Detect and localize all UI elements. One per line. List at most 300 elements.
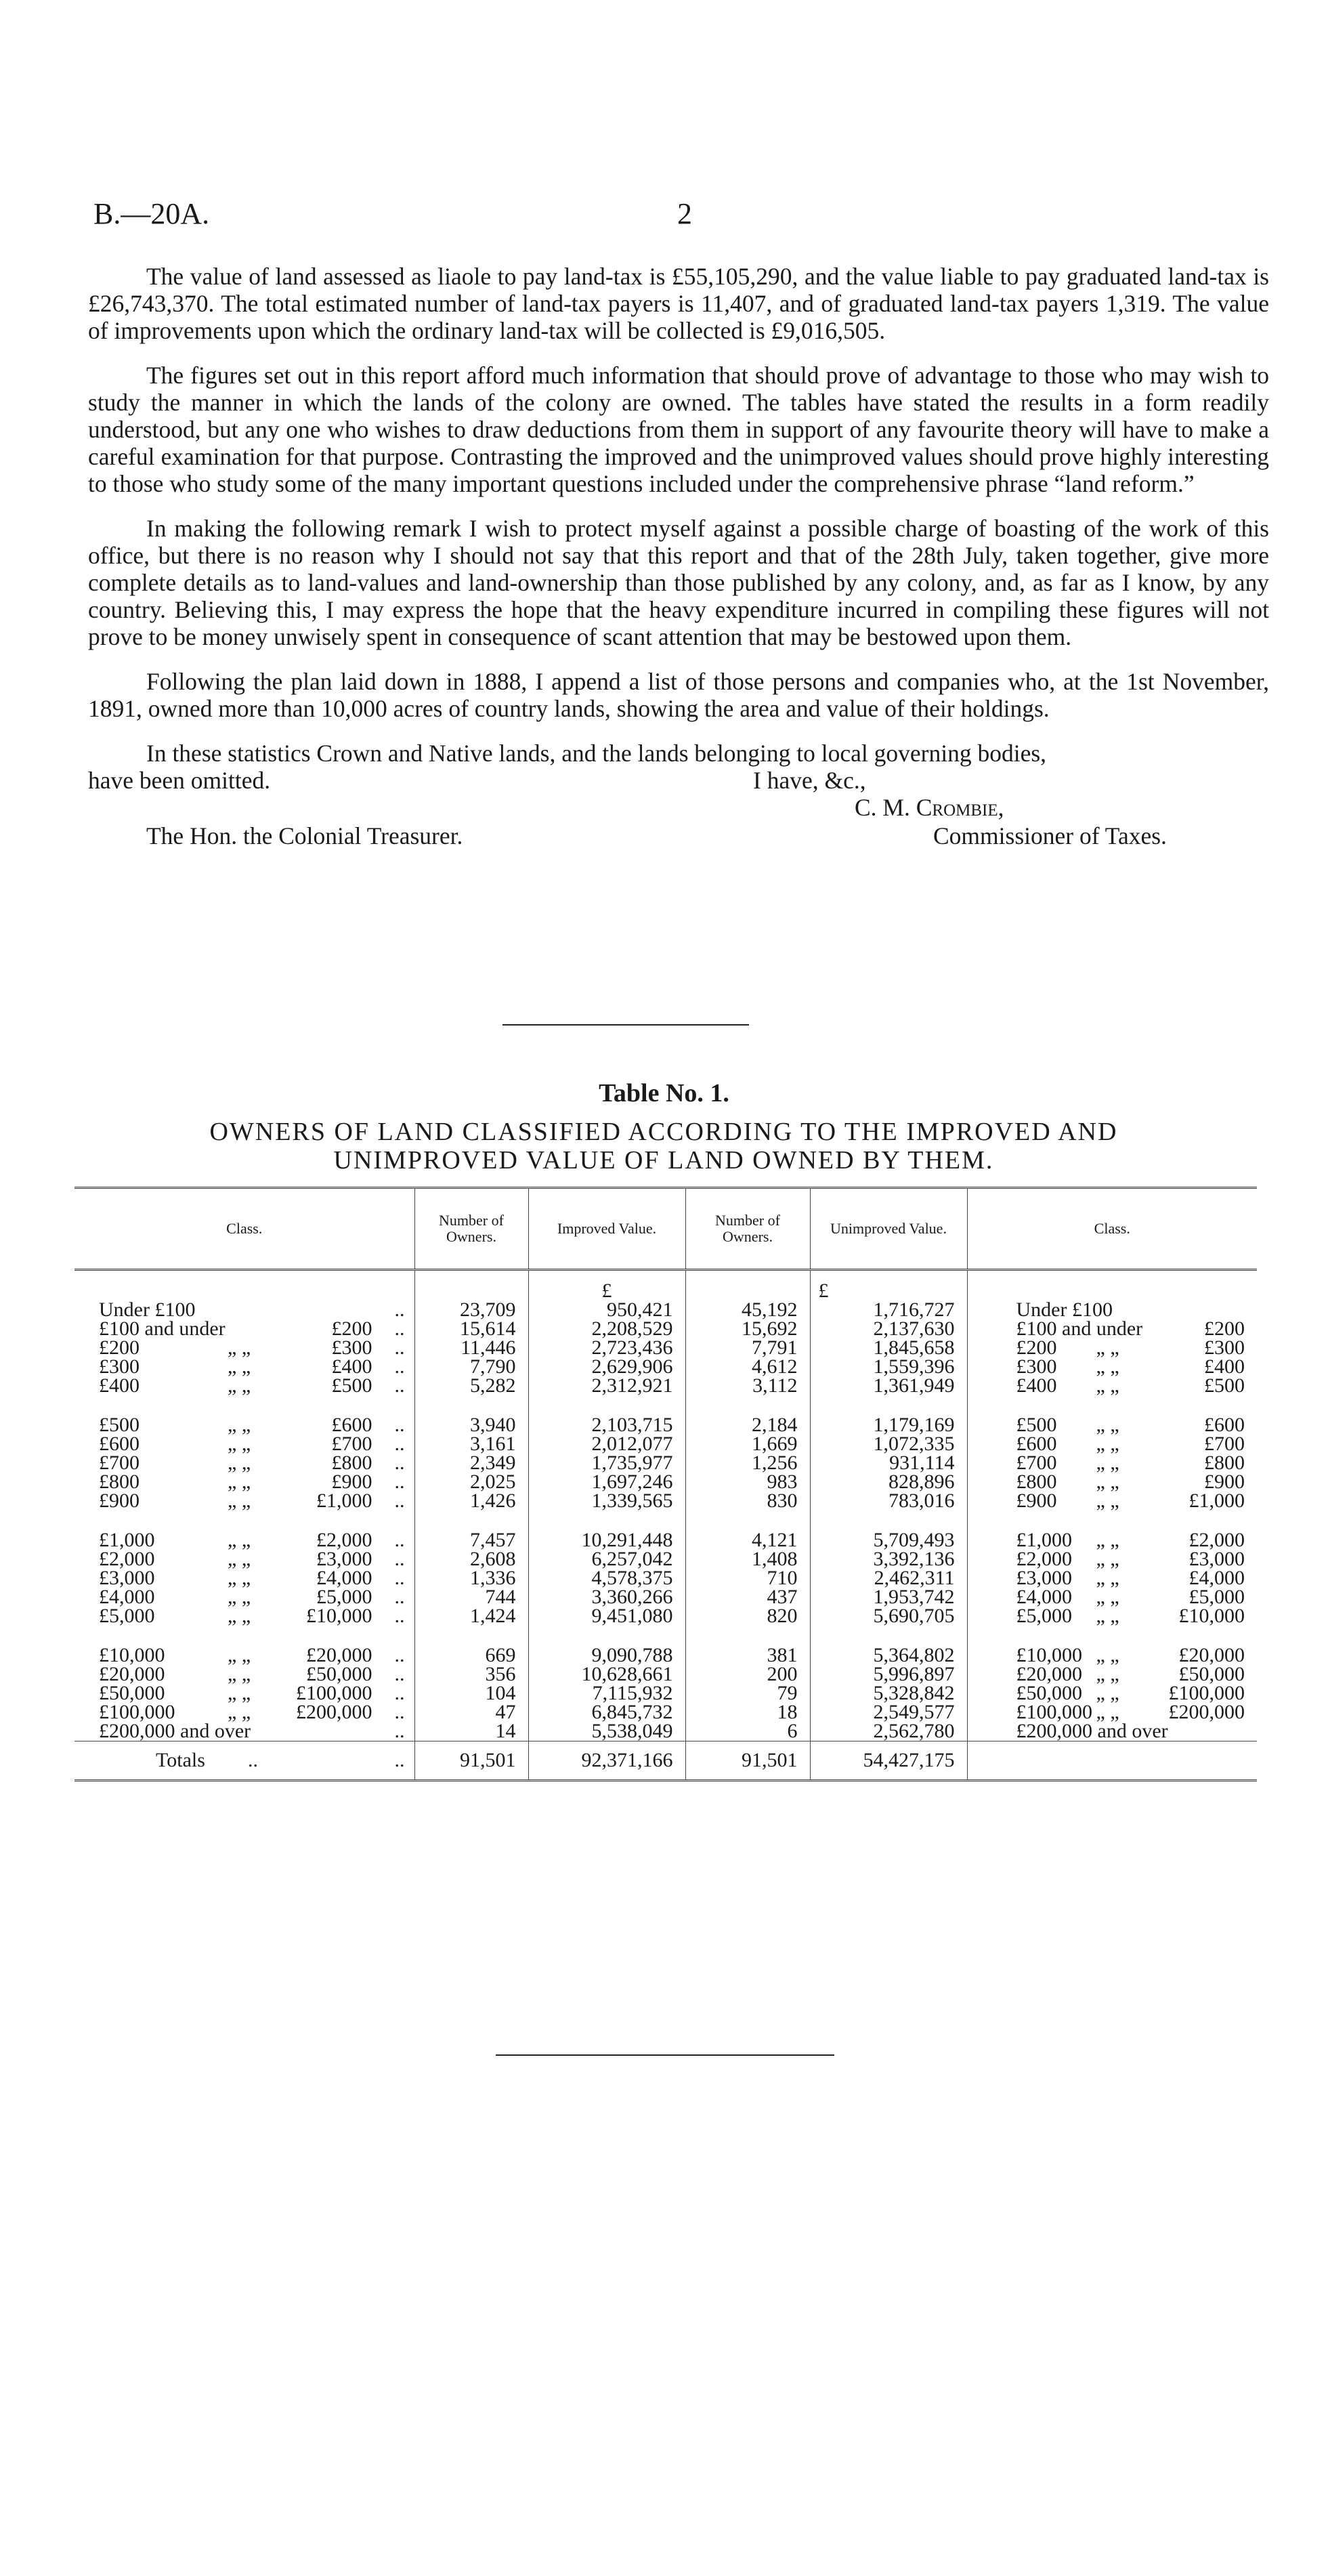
class-cell <box>74 1588 414 1607</box>
table-row <box>74 1684 1257 1703</box>
leader-dots: .. <box>394 1376 405 1395</box>
col-unimproved-value: Unimproved Value. <box>810 1188 967 1270</box>
col-improved-value: Improved Value. <box>528 1188 685 1270</box>
class-to: £50,000 <box>1178 1665 1245 1684</box>
unimproved-value-cell: 2,137,630 <box>810 1319 967 1338</box>
closing-block <box>88 767 1269 882</box>
class-from: £2,000 <box>99 1550 155 1569</box>
ditto-mark: „ „ <box>228 1531 251 1550</box>
class-to: £800 <box>1204 1454 1245 1473</box>
class-right-cell <box>967 1376 1257 1395</box>
improved-value-cell: 950,421 <box>528 1301 685 1319</box>
class-from: £400 <box>99 1376 140 1395</box>
ditto-mark: „ „ <box>228 1646 251 1665</box>
owners-unimproved-cell: 437 <box>685 1588 810 1607</box>
class-right-cell <box>967 1588 1257 1607</box>
ditto-mark: „ „ <box>228 1550 251 1569</box>
ditto-mark: „ „ <box>1096 1684 1119 1703</box>
class-to: £20,000 <box>306 1646 372 1665</box>
unimproved-value-cell: 1,072,335 <box>810 1435 967 1454</box>
unimproved-value-cell: 931,114 <box>810 1454 967 1473</box>
class-from: £600 <box>99 1435 140 1454</box>
improved-value-cell: 6,257,042 <box>528 1550 685 1569</box>
class-from: £700 <box>99 1454 140 1473</box>
class-from: £50,000 <box>1016 1684 1082 1703</box>
owners-unimproved-cell: 2,184 <box>685 1416 810 1435</box>
owners-unimproved-cell: 983 <box>685 1473 810 1492</box>
leader-dots: .. <box>394 1435 405 1454</box>
class-to: £200,000 <box>296 1703 372 1722</box>
table-row <box>74 1416 1257 1435</box>
paragraph: In these statistics Crown and Native lands, and the lands belonging to local governing bodies, <box>146 740 1047 767</box>
class-to: £700 <box>1204 1435 1245 1454</box>
total-owners-unimproved: 91,501 <box>685 1741 810 1781</box>
class-cell <box>74 1703 414 1722</box>
unimproved-value-cell: 1,953,742 <box>810 1588 967 1607</box>
leader-dots: .. <box>394 1703 405 1722</box>
class-from: £20,000 <box>99 1665 165 1684</box>
class-right-cell <box>967 1454 1257 1473</box>
owners-unimproved-cell: 200 <box>685 1665 810 1684</box>
table-title: Table No. 1. <box>599 1079 729 1107</box>
class-from: £10,000 <box>1016 1646 1082 1665</box>
class-to: £400 <box>1204 1357 1245 1376</box>
leader-dots: .. <box>394 1473 405 1492</box>
unimproved-value-cell: 5,709,493 <box>810 1531 967 1550</box>
owners-unimproved-cell: 15,692 <box>685 1319 810 1338</box>
class-right-cell <box>967 1665 1257 1684</box>
total-owners-improved: 91,501 <box>414 1741 528 1781</box>
table-header-row <box>74 1188 1257 1270</box>
owners-improved-cell: 3,940 <box>414 1416 528 1435</box>
unit-unimproved: £ <box>810 1270 967 1301</box>
unimproved-value-cell: 828,896 <box>810 1473 967 1492</box>
class-cell <box>74 1531 414 1550</box>
owners-unimproved-cell: 18 <box>685 1703 810 1722</box>
class-to: £500 <box>1204 1376 1245 1395</box>
ditto-mark: „ „ <box>1096 1416 1119 1435</box>
class-right-cell <box>967 1550 1257 1569</box>
ditto-mark: „ „ <box>228 1588 251 1607</box>
owners-unimproved-cell: 7,791 <box>685 1338 810 1357</box>
class-right-cell <box>967 1569 1257 1588</box>
class-from: Under £100 <box>99 1301 196 1319</box>
paragraph: In making the following remark I wish to protect myself against a possible charge of boasting of the work of this office, but there is no reason why I should not say that this report and that of the 28th July, taken together, give more complete details as to land-values and land-ownership than those published by any colony, and, as far as I know, by any country. Believing this, I may express the hope that the heavy expenditure incurred in compiling these figures will not prove to be money unwisely spent in consequence of scant attention that may be bestowed upon them. <box>88 515 1269 650</box>
class-from: £5,000 <box>1016 1607 1072 1626</box>
class-to: £20,000 <box>1178 1646 1245 1665</box>
class-cell <box>74 1376 414 1395</box>
class-from: £800 <box>1016 1473 1057 1492</box>
owners-unimproved-cell: 1,408 <box>685 1550 810 1569</box>
totals-label-cell <box>74 1741 414 1781</box>
ditto-mark: „ „ <box>1096 1338 1119 1357</box>
class-to: £200 <box>1204 1319 1245 1338</box>
col-owners-unimproved: Number of Owners. <box>685 1188 810 1270</box>
class-cell <box>74 1646 414 1665</box>
class-right-cell <box>967 1301 1257 1319</box>
owners-unimproved-cell: 6 <box>685 1722 810 1741</box>
table-row <box>74 1550 1257 1569</box>
class-from: £300 <box>99 1357 140 1376</box>
class-to: £300 <box>1204 1338 1245 1357</box>
class-from: £100,000 <box>1016 1703 1092 1722</box>
table-row <box>74 1588 1257 1607</box>
ditto-mark: „ „ <box>228 1684 251 1703</box>
improved-value-cell: 6,845,732 <box>528 1703 685 1722</box>
class-from: £200,000 and over <box>99 1722 251 1741</box>
ditto-mark: „ „ <box>1096 1492 1119 1511</box>
class-to: £2,000 <box>316 1531 372 1550</box>
table-row <box>74 1722 1257 1741</box>
unimproved-value-cell: 2,549,577 <box>810 1703 967 1722</box>
paragraph: The figures set out in this report afford much information that should prove of advantage to those who may wish to study the manner in which the lands of the colony are owned. The tables have stated the results in a form readily understood, but any one who wishes to draw deductions from them in support of any favourite theory will have to make a careful examination for that purpose. Contrasting the improved and the unimproved values should prove highly interesting to those who study some of the many important questions included under the comprehensive phrase “land reform.” <box>88 362 1269 497</box>
table-row <box>74 1473 1257 1492</box>
class-to: £700 <box>331 1435 372 1454</box>
class-from: £100,000 <box>99 1703 175 1722</box>
land-classification-table <box>74 1187 1257 1781</box>
page-header <box>0 196 1328 237</box>
table-row <box>74 1435 1257 1454</box>
class-from: £200 <box>1016 1338 1057 1357</box>
class-to: £800 <box>331 1454 372 1473</box>
leader-dots: .. <box>394 1492 405 1511</box>
class-from: £300 <box>1016 1357 1057 1376</box>
owners-unimproved-cell: 79 <box>685 1684 810 1703</box>
total-unimproved-value: 54,427,175 <box>810 1741 967 1781</box>
owners-improved-cell: 15,614 <box>414 1319 528 1338</box>
ditto-mark: „ „ <box>1096 1531 1119 1550</box>
class-from: £800 <box>99 1473 140 1492</box>
class-from: £900 <box>99 1492 140 1511</box>
class-to: £200,000 <box>1168 1703 1245 1722</box>
improved-value-cell: 2,012,077 <box>528 1435 685 1454</box>
ditto-mark: „ „ <box>228 1416 251 1435</box>
ditto-mark: „ „ <box>228 1607 251 1626</box>
owners-improved-cell: 47 <box>414 1703 528 1722</box>
improved-value-cell: 7,115,932 <box>528 1684 685 1703</box>
owners-unimproved-cell: 710 <box>685 1569 810 1588</box>
table-row <box>74 1454 1257 1473</box>
leader-dots: .. <box>394 1569 405 1588</box>
ditto-mark: „ „ <box>228 1473 251 1492</box>
leader-dots: .. <box>394 1684 405 1703</box>
class-from: £600 <box>1016 1435 1057 1454</box>
group-gap <box>74 1626 1257 1646</box>
owners-unimproved-cell: 1,256 <box>685 1454 810 1473</box>
owners-improved-cell: 14 <box>414 1722 528 1741</box>
unit-improved: £ <box>528 1270 685 1301</box>
class-to: £400 <box>331 1357 372 1376</box>
class-from: £3,000 <box>1016 1569 1072 1588</box>
class-cell <box>74 1473 414 1492</box>
table-row <box>74 1607 1257 1626</box>
table-row <box>74 1569 1257 1588</box>
class-to: £600 <box>331 1416 372 1435</box>
improved-value-cell: 2,723,436 <box>528 1338 685 1357</box>
class-right-cell <box>967 1319 1257 1338</box>
ditto-mark: „ „ <box>1096 1473 1119 1492</box>
class-from: £200 <box>99 1338 140 1357</box>
owners-unimproved-cell: 1,669 <box>685 1435 810 1454</box>
owners-improved-cell: 7,790 <box>414 1357 528 1376</box>
totals-row <box>74 1741 1257 1781</box>
class-from: £4,000 <box>99 1588 155 1607</box>
class-to: £200 <box>331 1319 372 1338</box>
table-row <box>74 1646 1257 1665</box>
class-cell <box>74 1357 414 1376</box>
owners-unimproved-cell: 4,612 <box>685 1357 810 1376</box>
owners-improved-cell: 23,709 <box>414 1301 528 1319</box>
owners-improved-cell: 2,608 <box>414 1550 528 1569</box>
class-to: £600 <box>1204 1416 1245 1435</box>
table-row <box>74 1703 1257 1722</box>
group-gap <box>74 1511 1257 1531</box>
owners-improved-cell: 744 <box>414 1588 528 1607</box>
class-to: £100,000 <box>1168 1684 1245 1703</box>
leader-dots: .. <box>248 1749 258 1771</box>
class-right-cell <box>967 1646 1257 1665</box>
page-number: 2 <box>677 197 692 230</box>
table-row <box>74 1376 1257 1395</box>
class-from: £2,000 <box>1016 1550 1072 1569</box>
col-owners-improved: Number of Owners. <box>414 1188 528 1270</box>
ditto-mark: „ „ <box>228 1454 251 1473</box>
paragraph: Following the plan laid down in 1888, I append a list of those persons and companies who, at the 1st November, 1891, owned more than 10,000 acres of country lands, showing the area and value of their holdings. <box>88 668 1269 722</box>
col-class-right: Class. <box>967 1188 1257 1270</box>
class-cell <box>74 1416 414 1435</box>
class-to: £1,000 <box>316 1492 372 1511</box>
owners-improved-cell: 5,282 <box>414 1376 528 1395</box>
unimproved-value-cell: 3,392,136 <box>810 1550 967 1569</box>
improved-value-cell: 2,208,529 <box>528 1319 685 1338</box>
class-right-cell <box>967 1435 1257 1454</box>
leader-dots: .. <box>394 1454 405 1473</box>
leader-dots: .. <box>394 1416 405 1435</box>
class-cell <box>74 1569 414 1588</box>
leader-dots: .. <box>394 1722 405 1741</box>
table-row <box>74 1338 1257 1357</box>
owners-improved-cell: 7,457 <box>414 1531 528 1550</box>
unimproved-value-cell: 783,016 <box>810 1492 967 1511</box>
ditto-mark: „ „ <box>228 1665 251 1684</box>
class-from: £100 and under <box>1016 1319 1143 1338</box>
class-to: £4,000 <box>316 1569 372 1588</box>
unimproved-value-cell: 5,996,897 <box>810 1665 967 1684</box>
class-from: £1,000 <box>99 1531 155 1550</box>
total-improved-value: 92,371,166 <box>528 1741 685 1781</box>
class-right-cell <box>967 1357 1257 1376</box>
class-to: £500 <box>331 1376 372 1395</box>
improved-value-cell: 1,697,246 <box>528 1473 685 1492</box>
class-cell <box>74 1492 414 1511</box>
unimproved-value-cell: 2,462,311 <box>810 1569 967 1588</box>
unimproved-value-cell: 2,562,780 <box>810 1722 967 1741</box>
owners-improved-cell: 104 <box>414 1684 528 1703</box>
ditto-mark: „ „ <box>228 1338 251 1357</box>
table-row <box>74 1531 1257 1550</box>
class-from: £10,000 <box>99 1646 165 1665</box>
unimproved-value-cell: 1,845,658 <box>810 1338 967 1357</box>
owners-unimproved-cell: 830 <box>685 1492 810 1511</box>
ditto-mark: „ „ <box>1096 1588 1119 1607</box>
class-to: £900 <box>1204 1473 1245 1492</box>
class-right-cell <box>967 1531 1257 1550</box>
unimproved-value-cell: 1,559,396 <box>810 1357 967 1376</box>
leader-dots: .. <box>394 1357 405 1376</box>
ditto-mark: „ „ <box>1096 1569 1119 1588</box>
improved-value-cell: 9,451,080 <box>528 1607 685 1626</box>
class-from: £50,000 <box>99 1684 165 1703</box>
owners-unimproved-cell: 4,121 <box>685 1531 810 1550</box>
class-to: £5,000 <box>316 1588 372 1607</box>
owners-unimproved-cell: 3,112 <box>685 1376 810 1395</box>
class-from: £4,000 <box>1016 1588 1072 1607</box>
addressee: The Hon. the Colonial Treasurer. <box>146 822 463 849</box>
leader-dots: .. <box>394 1646 405 1665</box>
ditto-mark: „ „ <box>1096 1376 1119 1395</box>
totals-label: Totals <box>156 1749 205 1771</box>
class-from: £3,000 <box>99 1569 155 1588</box>
section-divider <box>502 1024 749 1026</box>
leader-dots: .. <box>394 1550 405 1569</box>
unimproved-value-cell: 5,328,842 <box>810 1684 967 1703</box>
class-right-cell <box>967 1703 1257 1722</box>
class-cell <box>74 1550 414 1569</box>
class-cell <box>74 1665 414 1684</box>
class-to: £3,000 <box>316 1550 372 1569</box>
leader-dots: .. <box>394 1749 405 1771</box>
leader-dots: .. <box>394 1531 405 1550</box>
signature-name: C. M. Crombie, <box>855 794 1004 821</box>
class-right-cell <box>967 1684 1257 1703</box>
owners-improved-cell: 3,161 <box>414 1435 528 1454</box>
class-right-cell <box>967 1607 1257 1626</box>
ditto-mark: „ „ <box>1096 1357 1119 1376</box>
owners-unimproved-cell: 45,192 <box>685 1301 810 1319</box>
leader-dots: .. <box>394 1319 405 1338</box>
class-to: £300 <box>331 1338 372 1357</box>
class-cell <box>74 1722 414 1741</box>
owners-improved-cell: 11,446 <box>414 1338 528 1357</box>
owners-unimproved-cell: 381 <box>685 1646 810 1665</box>
table-row <box>74 1301 1257 1319</box>
class-cell <box>74 1435 414 1454</box>
class-to: £50,000 <box>306 1665 372 1684</box>
closing-phrase: I have, &c., <box>753 767 866 794</box>
class-from: £1,000 <box>1016 1531 1072 1550</box>
class-from: £100 and under <box>99 1319 226 1338</box>
table-row <box>74 1665 1257 1684</box>
owners-improved-cell: 2,349 <box>414 1454 528 1473</box>
table-row <box>74 1357 1257 1376</box>
col-class: Class. <box>74 1188 414 1270</box>
improved-value-cell: 9,090,788 <box>528 1646 685 1665</box>
leader-dots: .. <box>394 1588 405 1607</box>
class-from: £5,000 <box>99 1607 155 1626</box>
improved-value-cell: 10,628,661 <box>528 1665 685 1684</box>
owners-improved-cell: 356 <box>414 1665 528 1684</box>
report-body <box>88 263 1269 882</box>
owners-improved-cell: 1,424 <box>414 1607 528 1626</box>
leader-dots: .. <box>394 1301 405 1319</box>
class-right-cell <box>967 1492 1257 1511</box>
ditto-mark: „ „ <box>1096 1550 1119 1569</box>
improved-value-cell: 2,629,906 <box>528 1357 685 1376</box>
class-right-cell <box>967 1722 1257 1741</box>
class-from: Under £100 <box>1016 1301 1113 1319</box>
class-from: £400 <box>1016 1376 1057 1395</box>
ditto-mark: „ „ <box>1096 1703 1119 1722</box>
class-cell <box>74 1338 414 1357</box>
table-heading: OWNERS OF LAND CLASSIFIED ACCORDING TO THE IMPROVED AND UNIMPROVED VALUE OF LAND OWNED BY THEM. <box>209 1118 1118 1175</box>
leader-dots: .. <box>394 1665 405 1684</box>
improved-value-cell: 1,735,977 <box>528 1454 685 1473</box>
class-to: £5,000 <box>1188 1588 1245 1607</box>
ditto-mark: „ „ <box>228 1435 251 1454</box>
group-gap <box>74 1395 1257 1416</box>
ditto-mark: „ „ <box>228 1492 251 1511</box>
unimproved-value-cell: 1,716,727 <box>810 1301 967 1319</box>
class-to: £2,000 <box>1188 1531 1245 1550</box>
page-reference: B.—20A. <box>93 197 210 230</box>
ditto-mark: „ „ <box>1096 1607 1119 1626</box>
class-from: £200,000 and over <box>1016 1722 1168 1741</box>
improved-value-cell: 4,578,375 <box>528 1569 685 1588</box>
ditto-mark: „ „ <box>1096 1646 1119 1665</box>
table-row <box>74 1492 1257 1511</box>
leader-dots: .. <box>394 1607 405 1626</box>
class-right-cell <box>967 1416 1257 1435</box>
unimproved-value-cell: 5,690,705 <box>810 1607 967 1626</box>
class-cell <box>74 1301 414 1319</box>
owners-improved-cell: 669 <box>414 1646 528 1665</box>
class-to: £4,000 <box>1188 1569 1245 1588</box>
ditto-mark: „ „ <box>1096 1454 1119 1473</box>
ditto-mark: „ „ <box>228 1357 251 1376</box>
class-to: £10,000 <box>1178 1607 1245 1626</box>
signature-title: Commissioner of Taxes. <box>933 822 1167 849</box>
leader-dots: .. <box>394 1338 405 1357</box>
improved-value-cell: 2,103,715 <box>528 1416 685 1435</box>
unimproved-value-cell: 5,364,802 <box>810 1646 967 1665</box>
ditto-mark: „ „ <box>1096 1665 1119 1684</box>
class-right-cell <box>967 1473 1257 1492</box>
class-cell <box>74 1319 414 1338</box>
improved-value-cell: 3,360,266 <box>528 1588 685 1607</box>
paragraph-end: have been omitted. <box>88 767 271 794</box>
owners-improved-cell: 1,426 <box>414 1492 528 1511</box>
improved-value-cell: 5,538,049 <box>528 1722 685 1741</box>
class-to: £900 <box>331 1473 372 1492</box>
table-body <box>74 1270 1257 1781</box>
unimproved-value-cell: 1,361,949 <box>810 1376 967 1395</box>
class-from: £700 <box>1016 1454 1057 1473</box>
owners-unimproved-cell: 820 <box>685 1607 810 1626</box>
ditto-mark: „ „ <box>228 1376 251 1395</box>
class-to: £3,000 <box>1188 1550 1245 1569</box>
class-cell <box>74 1684 414 1703</box>
class-cell <box>74 1454 414 1473</box>
unimproved-value-cell: 1,179,169 <box>810 1416 967 1435</box>
class-cell <box>74 1607 414 1626</box>
class-to: £1,000 <box>1188 1492 1245 1511</box>
class-from: £20,000 <box>1016 1665 1082 1684</box>
improved-value-cell: 1,339,565 <box>528 1492 685 1511</box>
table-row <box>74 1319 1257 1338</box>
class-from: £900 <box>1016 1492 1057 1511</box>
ditto-mark: „ „ <box>228 1703 251 1722</box>
owners-improved-cell: 2,025 <box>414 1473 528 1492</box>
